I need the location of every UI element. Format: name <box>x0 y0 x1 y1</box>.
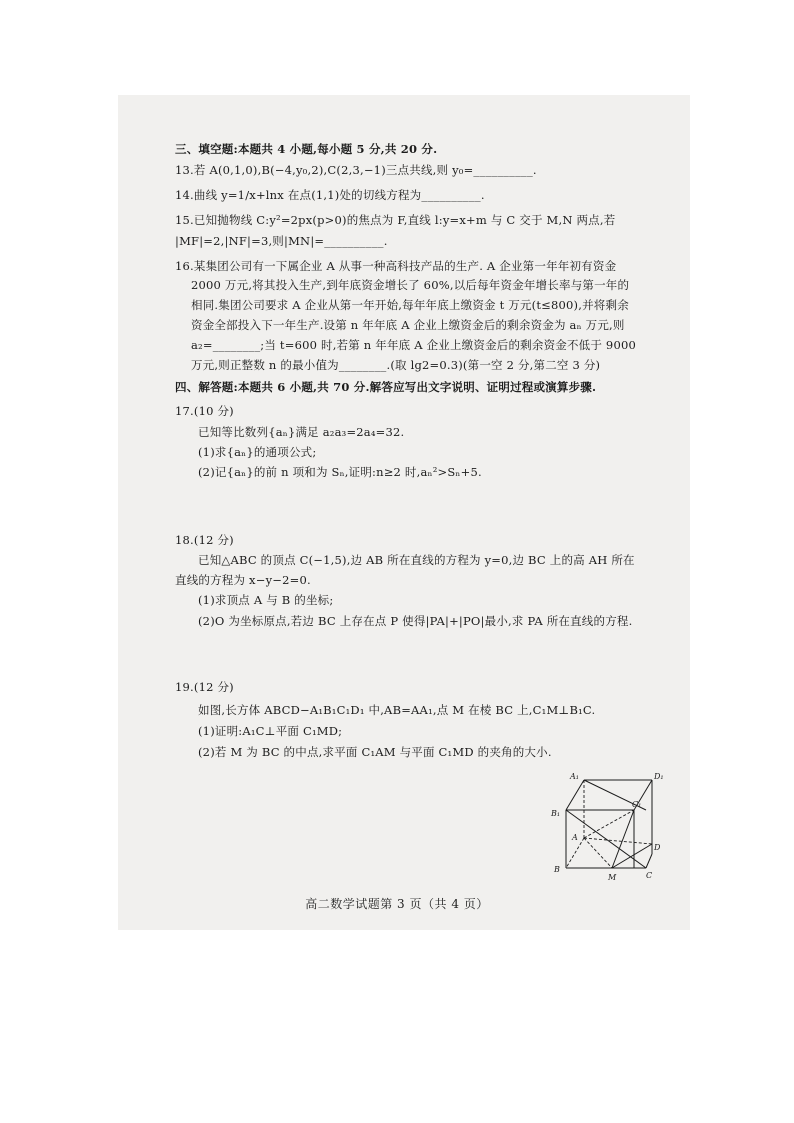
question-19-stem: 如图,长方体 ABCD−A₁B₁C₁D₁ 中,AB=AA₁,点 M 在棱 BC 上,C₁M⊥B₁C. <box>198 703 596 717</box>
question-18-stem-line2: 直线的方程为 x−y−2=0. <box>175 573 311 587</box>
question-16-line2: 2000 万元,将其投入生产,到年底资金增长了 60%,以后每年资金年增长率与第一年的 <box>191 278 630 292</box>
question-16-line6: 万元,则正整数 n 的最小值为________.(取 lg2=0.3)(第一空 2 分,第二空 3 分) <box>191 358 601 372</box>
question-15-line1: 15.已知抛物线 C:y²=2px(p>0)的焦点为 F,直线 l:y=x+m 与 C 交于 M,N 两点,若 <box>175 213 616 227</box>
question-16-line5: a₂=________;当 t=600 时,若第 n 年年底 A 企业上缴资金后的剩余资金不低于 9000 <box>191 338 637 352</box>
label-C1: C₁ <box>632 800 642 809</box>
question-18-part1: (1)求顶点 A 与 B 的坐标; <box>198 593 334 607</box>
question-16-line4: 资金全部投入下一年生产.设第 n 年年底 A 企业上缴资金后的剩余资金为 aₙ 万元,则 <box>191 318 625 332</box>
label-A1: A₁ <box>570 772 579 781</box>
label-A: A <box>572 833 578 842</box>
question-14: 14.曲线 y=1/x+lnx 在点(1,1)处的切线方程为__________. <box>175 188 485 202</box>
cuboid-solid-edges <box>566 780 652 868</box>
question-17-part2: (2)记{aₙ}的前 n 项和为 Sₙ,证明:n≥2 时,aₙ²>Sₙ+5. <box>198 465 482 479</box>
question-19-part1: (1)证明:A₁C⊥平面 C₁MD; <box>198 724 343 738</box>
question-17-header: 17.(10 分) <box>175 404 234 418</box>
question-15-line2: |MF|=2,|NF|=3,则|MN|=__________. <box>175 234 388 248</box>
question-13: 13.若 A(0,1,0),B(−4,y₀,2),C(2,3,−1)三点共线,则 y₀=__________. <box>175 163 537 177</box>
label-B1: B₁ <box>551 809 561 818</box>
question-18-header: 18.(12 分) <box>175 533 234 547</box>
label-M: M <box>608 873 617 882</box>
section4-title: 四、解答题:本题共 6 小题,共 70 分.解答应写出文字说明、证明过程或演算步骤. <box>175 380 597 394</box>
question-16-line1: 16.某集团公司有一下属企业 A 从事一种高科技产品的生产. A 企业第一年年初有资金 <box>175 259 617 273</box>
question-18-part2: (2)O 为坐标原点,若边 BC 上存在点 P 使得|PA|+|PO|最小,求 PA 所在直线的方程. <box>198 614 633 628</box>
page-footer: 高二数学试题第 3 页（共 4 页） <box>305 897 489 911</box>
label-B: B <box>554 865 560 874</box>
question-19-header: 19.(12 分) <box>175 680 234 694</box>
cuboid-figure <box>548 770 678 882</box>
question-19-part2: (2)若 M 为 BC 的中点,求平面 C₁AM 与平面 C₁MD 的夹角的大小. <box>198 745 552 759</box>
question-17-part1: (1)求{aₙ}的通项公式; <box>198 445 317 459</box>
question-16-line3: 相同.集团公司要求 A 企业从第一年开始,每年年底上缴资金 t 万元(t≤800),并将剩余 <box>191 298 629 312</box>
label-C: C <box>646 871 653 880</box>
question-18-stem-line1: 已知△ABC 的顶点 C(−1,5),边 AB 所在直线的方程为 y=0,边 BC 上的高 AH 所在 <box>198 553 635 567</box>
label-D: D <box>654 843 661 852</box>
section3-title: 三、填空题:本题共 4 小题,每小题 5 分,共 20 分. <box>175 142 438 156</box>
label-D1: D₁ <box>654 772 664 781</box>
cuboid-hidden-edges <box>566 780 652 868</box>
question-17-stem: 已知等比数列{aₙ}满足 a₂a₃=2a₄=32. <box>198 425 405 439</box>
